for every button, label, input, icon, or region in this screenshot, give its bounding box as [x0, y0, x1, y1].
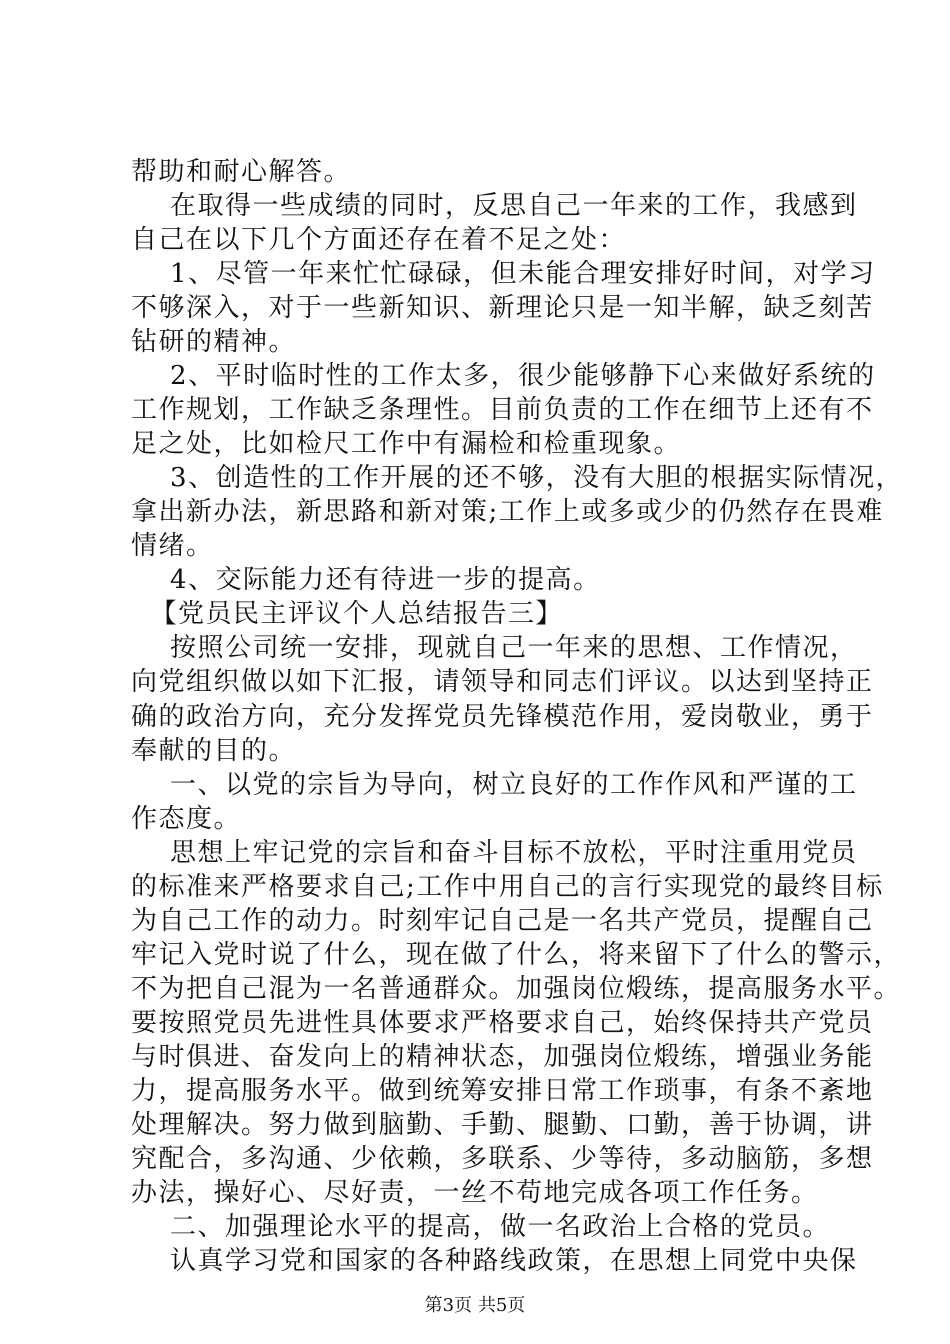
body-line: 向党组织做以如下汇报，请领导和同志们评议。以达到坚持正	[131, 667, 874, 697]
body-line: 认真学习党和国家的各种路线政策，在思想上同党中央保	[131, 1246, 858, 1276]
body-line: 拿出新办法，新思路和新对策;工作上或多或少的仍然存在畏难	[131, 497, 884, 527]
body-line: 处理解决。努力做到脑勤、手勤、腿勤、口勤，善于协调，讲	[131, 1110, 874, 1140]
body-line: 要按照党员先进性具体要求严格要求自己，始终保持共产党员	[131, 1008, 874, 1038]
body-line: 办法，操好心、尽好责，一丝不苟地完成各项工作任务。	[131, 1178, 819, 1208]
body-line: 确的政治方向，充分发挥党员先锋模范作用，爱岗敬业，勇于	[131, 702, 874, 732]
body-line: 情绪。	[131, 531, 214, 561]
body-line: 奉献的目的。	[131, 736, 297, 766]
body-line: 究配合，多沟通、少依赖，多联系、少等待，多动脑筋，多想	[131, 1144, 874, 1174]
page-number-footer: 第3页 共5页	[424, 1295, 526, 1316]
body-line: 不为把自己混为一名普通群众。加强岗位煅练，提高服务水平。	[131, 974, 902, 1004]
body-line: 2、平时临时性的工作太多，很少能够静下心来做好系统的	[131, 361, 876, 391]
body-line: 1、尽管一年来忙忙碌碌，但未能合理安排好时间，对学习	[131, 259, 876, 289]
body-line: 的标准来严格要求自己;工作中用自己的言行实现党的最终目标	[131, 872, 884, 902]
body-line: 思想上牢记党的宗旨和奋斗目标不放松，平时注重用党员	[131, 838, 858, 868]
body-line: 不够深入，对于一些新知识、新理论只是一知半解，缺乏刻苦	[131, 293, 874, 323]
body-line: 一、以党的宗旨为导向，树立良好的工作作风和严谨的工	[131, 770, 858, 800]
body-line: 作态度。	[131, 804, 242, 834]
body-line: 3、创造性的工作开展的还不够，没有大胆的根据实际情况，	[131, 463, 904, 493]
body-line: 牢记入党时说了什么，现在做了什么，将来留下了什么的警示，	[131, 940, 902, 970]
body-line: 二、加强理论水平的提高，做一名政治上合格的党员。	[131, 1212, 831, 1242]
body-line: 自己在以下几个方面还存在着不足之处：	[131, 225, 627, 255]
body-line: 工作规划，工作缺乏条理性。目前负责的工作在细节上还有不	[131, 395, 874, 425]
body-line: 钻研的精神。	[131, 327, 297, 357]
body-line: 与时俱进、奋发向上的精神状态，加强岗位煅练，增强业务能	[131, 1042, 874, 1072]
section-heading: 【党员民主评议个人总结报告三】	[131, 599, 564, 629]
body-line: 在取得一些成绩的同时，反思自己一年来的工作，我感到	[131, 191, 858, 221]
body-line: 帮助和耐心解答。	[131, 157, 352, 187]
body-line: 4、交际能力还有待进一步的提高。	[131, 565, 601, 595]
body-line: 按照公司统一安排，现就自己一年来的思想、工作情况，	[131, 633, 858, 663]
body-line: 为自己工作的动力。时刻牢记自己是一名共产党员，提醒自己	[131, 906, 874, 936]
body-line: 足之处，比如检尺工作中有漏检和检重现象。	[131, 429, 682, 459]
body-line: 力，提高服务水平。做到统筹安排日常工作琐事，有条不紊地	[131, 1076, 874, 1106]
